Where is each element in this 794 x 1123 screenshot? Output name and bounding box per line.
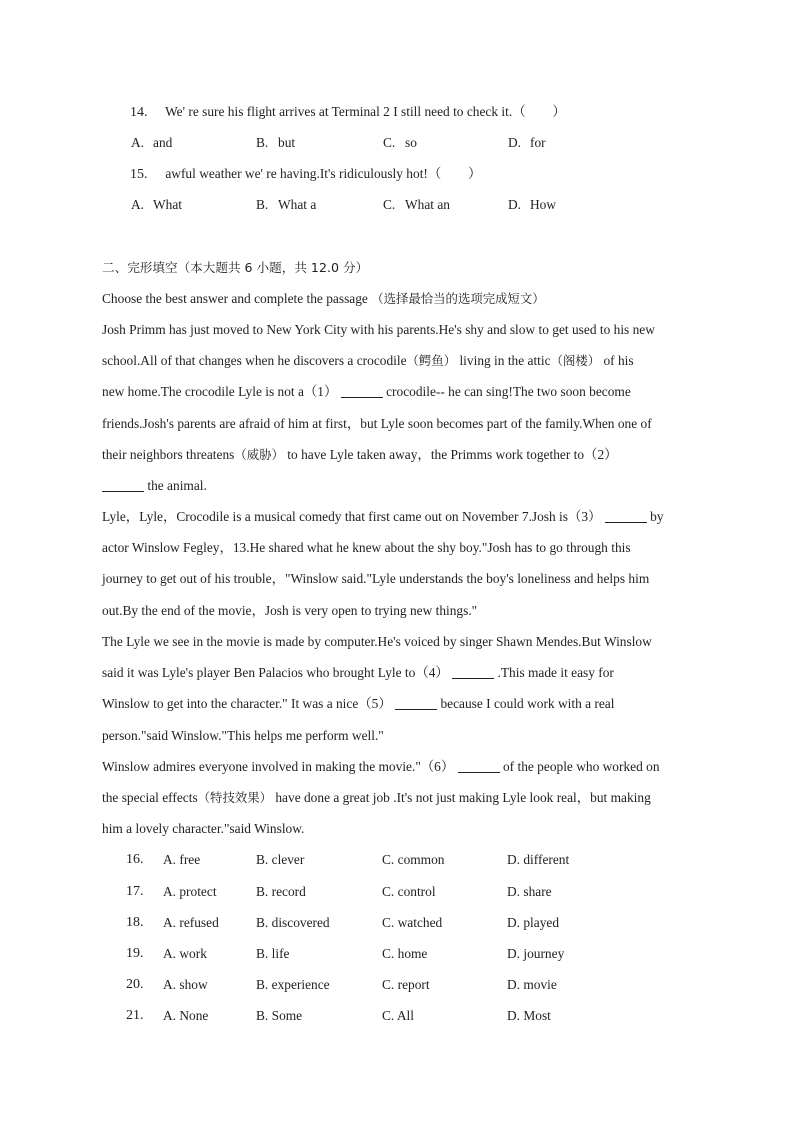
passage-line: Josh Primm has just moved to New York City with his parents.He's shy and slow to get used to his new: [102, 322, 655, 337]
blank-5[interactable]: [395, 695, 437, 710]
answer-row-20: [126, 975, 626, 995]
answer-row-16: [126, 850, 626, 870]
option-a[interactable]: A. protect: [163, 884, 217, 899]
option-c[interactable]: C. All: [382, 1008, 414, 1023]
option-a[interactable]: A. What: [131, 197, 182, 212]
option-c[interactable]: C. common: [382, 852, 445, 867]
question-14: [130, 102, 566, 122]
question-number: 15.: [130, 167, 148, 182]
option-c[interactable]: C. home: [382, 946, 428, 961]
option-d[interactable]: D. for: [508, 135, 546, 150]
option-d[interactable]: D. different: [507, 852, 570, 867]
passage-line: The Lyle we see in the movie is made by computer.He's voiced by singer Shawn Mendes.But Winslow: [102, 634, 652, 649]
option-a[interactable]: A. and: [131, 135, 173, 150]
option-d[interactable]: D. How: [508, 197, 557, 212]
option-d[interactable]: D. Most: [507, 1008, 551, 1023]
passage-line: Winslow to get into the character." It was a nice（5） because I could work with a real: [102, 696, 615, 711]
question-15-options: [131, 195, 581, 215]
passage-line: said it was Lyle's player Ben Palacios who brought Lyle to（4） .This made it easy for: [102, 665, 614, 680]
option-b[interactable]: B. Some: [256, 1008, 303, 1023]
option-a[interactable]: A. free: [163, 852, 201, 867]
passage-instruction: Choose the best answer and complete the passage （选择最恰当的选项完成短文）: [102, 291, 545, 306]
passage-line: Winslow admires everyone involved in making the movie."（6） of the people who worked on: [102, 759, 660, 774]
blank-6[interactable]: [458, 758, 500, 773]
passage-line: him a lovely character."said Winslow.: [102, 821, 305, 836]
option-b[interactable]: B. life: [256, 946, 290, 961]
passage-line: person."said Winslow."This helps me perform well.": [102, 728, 384, 743]
option-b[interactable]: B. but: [256, 135, 296, 150]
option-a[interactable]: A. work: [163, 946, 207, 961]
question-number: 21.: [126, 1008, 144, 1023]
question-number: 19.: [126, 946, 144, 961]
passage-line: the animal.: [102, 476, 207, 496]
answer-row-21: [126, 1006, 626, 1026]
option-b[interactable]: B. clever: [256, 852, 305, 867]
option-c[interactable]: C. report: [382, 977, 430, 992]
passage-line: journey to get out of his trouble，"Winslow said."Lyle understands the boy's loneliness and helps him: [102, 571, 650, 586]
passage-line: new home.The crocodile Lyle is not a（1） crocodile-- he can sing!The two soon become: [102, 384, 631, 399]
option-d[interactable]: D. journey: [507, 946, 565, 961]
option-d[interactable]: D. movie: [507, 977, 557, 992]
question-stem: We' re sure his flight arrives at Terminal 2 I still need to check it.（ ）: [165, 104, 566, 119]
option-a[interactable]: A. None: [163, 1008, 209, 1023]
question-14-options: [131, 133, 581, 153]
question-number: 14.: [130, 105, 148, 120]
passage-line: actor Winslow Fegley，13.He shared what he knew about the shy boy."Josh has to go through this: [102, 540, 631, 555]
blank-3[interactable]: [605, 508, 647, 523]
question-number: 20.: [126, 977, 144, 992]
blank-4[interactable]: [452, 664, 494, 679]
passage-line: their neighbors threatens（威胁） to have Lyle taken away，the Primms work together to（2）: [102, 447, 618, 462]
option-b[interactable]: B. What a: [256, 197, 317, 212]
option-a[interactable]: A. refused: [163, 915, 219, 930]
question-stem: awful weather we' re having.It's ridiculously hot!（ ）: [165, 166, 482, 181]
passage-line: school.All of that changes when he discovers a crocodile（鳄鱼） living in the attic（阁楼） of his: [102, 353, 634, 368]
option-a[interactable]: A. show: [163, 977, 208, 992]
option-d[interactable]: D. played: [507, 915, 560, 930]
option-c[interactable]: C. What an: [383, 197, 450, 212]
option-b[interactable]: B. discovered: [256, 915, 330, 930]
option-c[interactable]: C. control: [382, 884, 436, 899]
passage-line: Lyle，Lyle，Crocodile is a musical comedy that first came out on November 7.Josh is（3） by: [102, 509, 664, 524]
question-number: 16.: [126, 852, 144, 867]
section-heading: 二、完形填空（本大题共 6 小题，共 12.0 分）: [102, 260, 369, 275]
question-15: [130, 164, 481, 184]
blank-2[interactable]: [102, 477, 144, 492]
passage-line: friends.Josh's parents are afraid of him at first，but Lyle soon becomes part of the family.When one of: [102, 416, 652, 431]
option-c[interactable]: C. watched: [382, 915, 443, 930]
question-number: 17.: [126, 884, 144, 899]
option-b[interactable]: B. experience: [256, 977, 330, 992]
option-c[interactable]: C. so: [383, 135, 417, 150]
option-d[interactable]: D. share: [507, 884, 552, 899]
question-number: 18.: [126, 915, 144, 930]
answer-row-19: [126, 944, 626, 964]
answer-row-17: [126, 882, 626, 902]
passage-line: out.By the end of the movie，Josh is very open to trying new things.": [102, 603, 478, 618]
blank-1[interactable]: [341, 383, 383, 398]
answer-row-18: [126, 913, 626, 933]
option-b[interactable]: B. record: [256, 884, 306, 899]
passage-line: the special effects（特技效果） have done a great job .It's not just making Lyle look real，but making: [102, 790, 651, 805]
